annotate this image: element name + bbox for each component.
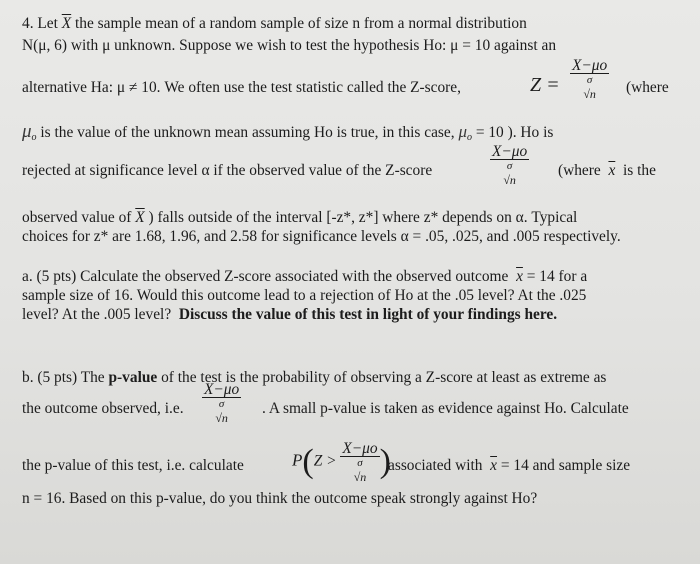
part-b-line-1 [22, 369, 606, 387]
line-6-text: observed value of [22, 209, 136, 226]
sample-size-text: = 14 and sample size [500, 457, 631, 474]
mu-subscript-2: o [466, 132, 472, 143]
x-bar-symbol: $\overline{x}$ [516, 268, 523, 285]
part-b-label: b. (5 pts) The [22, 369, 109, 386]
q4-line-1 [22, 15, 527, 33]
part-b-line-2-end: . A small p-value is taken as evidence against Ho. Calculate [262, 400, 629, 417]
z-equals: Z = [530, 74, 560, 96]
x-bar-symbol: $\overline{x}$ [608, 162, 616, 179]
q4-line-7: choices for z* are 1.68, 1.96, and 2.58 for significance levels α = .05, .025, and .005 respectively. [22, 228, 621, 245]
z-score-fraction-2 [490, 144, 529, 186]
q4-line-2: N(μ, 6) with μ unknown. Suppose we wish to test the hypothesis Ho: μ = 10 against an [22, 37, 557, 54]
p-symbol: P [292, 450, 303, 470]
mu-subscript: o [31, 132, 37, 143]
mu-symbol-2: μ [458, 122, 467, 141]
part-a-text: a. (5 pts) Calculate the observed Z-score associated with the observed outcome [22, 268, 509, 285]
fraction-numerator: X−μo [492, 143, 528, 160]
fraction-numerator: X−μo [342, 440, 378, 457]
part-b-text: of the test is the probability of observing a Z-score at least as extreme as [157, 369, 607, 386]
mu-symbol: μ [22, 121, 32, 142]
q4-line-3 [22, 79, 461, 97]
where-word: (where [558, 162, 601, 179]
fraction-root: √n [353, 470, 367, 485]
line-4-text: is the value of the unknown mean assuming Ho is true, in this case, [36, 124, 459, 141]
part-a-line-1 [22, 268, 587, 286]
z-score-fraction-1 [570, 58, 609, 100]
fraction-numerator: X−μo [572, 57, 608, 74]
fraction-root: √n [583, 87, 596, 102]
q4-line-4 [22, 123, 553, 147]
fraction-denominator: σ [218, 398, 225, 411]
is-the-text: is the [622, 162, 656, 179]
x-bar-symbol: $\overline{X}$ [61, 15, 72, 32]
p-expression: P(Z > X−μo σ √n ) [292, 440, 391, 485]
part-a-line-3 [22, 306, 557, 324]
fraction-root: √n [215, 411, 228, 426]
part-a-line-2: sample size of 16. Would this outcome lead to a rejection of Ho at the .05 level? At the .025 [22, 287, 587, 304]
where-text-2 [558, 162, 656, 180]
part-b-line-4: n = 16. Based on this p-value, do you think the outcome speak strongly against Ho? [22, 490, 538, 507]
x-bar-symbol: $\overline{X}$ [135, 209, 145, 226]
part-b-line-2: the outcome observed, i.e. [22, 400, 184, 417]
part-b-line-3: the p-value of this test, i.e. calculate [22, 457, 244, 474]
x-bar-symbol: $\overline{x}$ [490, 457, 498, 474]
q4-line-6 [22, 209, 577, 227]
q4-number: 4. Let [22, 15, 62, 32]
line-4-end: = 10 ). Ho is [471, 124, 554, 141]
fraction-denominator: σ [357, 457, 363, 470]
fraction-numerator: X−μo [204, 381, 240, 398]
line-3-text: alternative Ha: μ ≠ 10. We often use the test statistic called the Z-score, [22, 79, 461, 96]
fraction-root: √n [503, 173, 516, 188]
fraction-denominator: σ [506, 160, 513, 173]
part-a-levels: level? At the .005 level? [22, 306, 172, 323]
where-text-1: (where [626, 79, 669, 96]
associated-text: associated with [388, 457, 483, 474]
z-score-fraction-3 [202, 382, 241, 424]
fraction-denominator: σ [586, 74, 593, 87]
p-value-term: p-value [108, 369, 158, 386]
part-a-discuss: Discuss the value of this test in light of your findings here. [178, 306, 558, 323]
q4-line-5: rejected at significance level α if the observed value of the Z-score [22, 162, 433, 179]
part-b-line-3-end [388, 457, 630, 475]
part-a-value: = 14 for a [526, 268, 588, 285]
z-greater: Z > [313, 452, 337, 470]
q4-text: the sample mean of a random sample of size n from a normal distribution [71, 15, 527, 32]
line-6-end: ) falls outside of the interval [-z*, z*] where z* depends on α. Typical [144, 209, 578, 226]
